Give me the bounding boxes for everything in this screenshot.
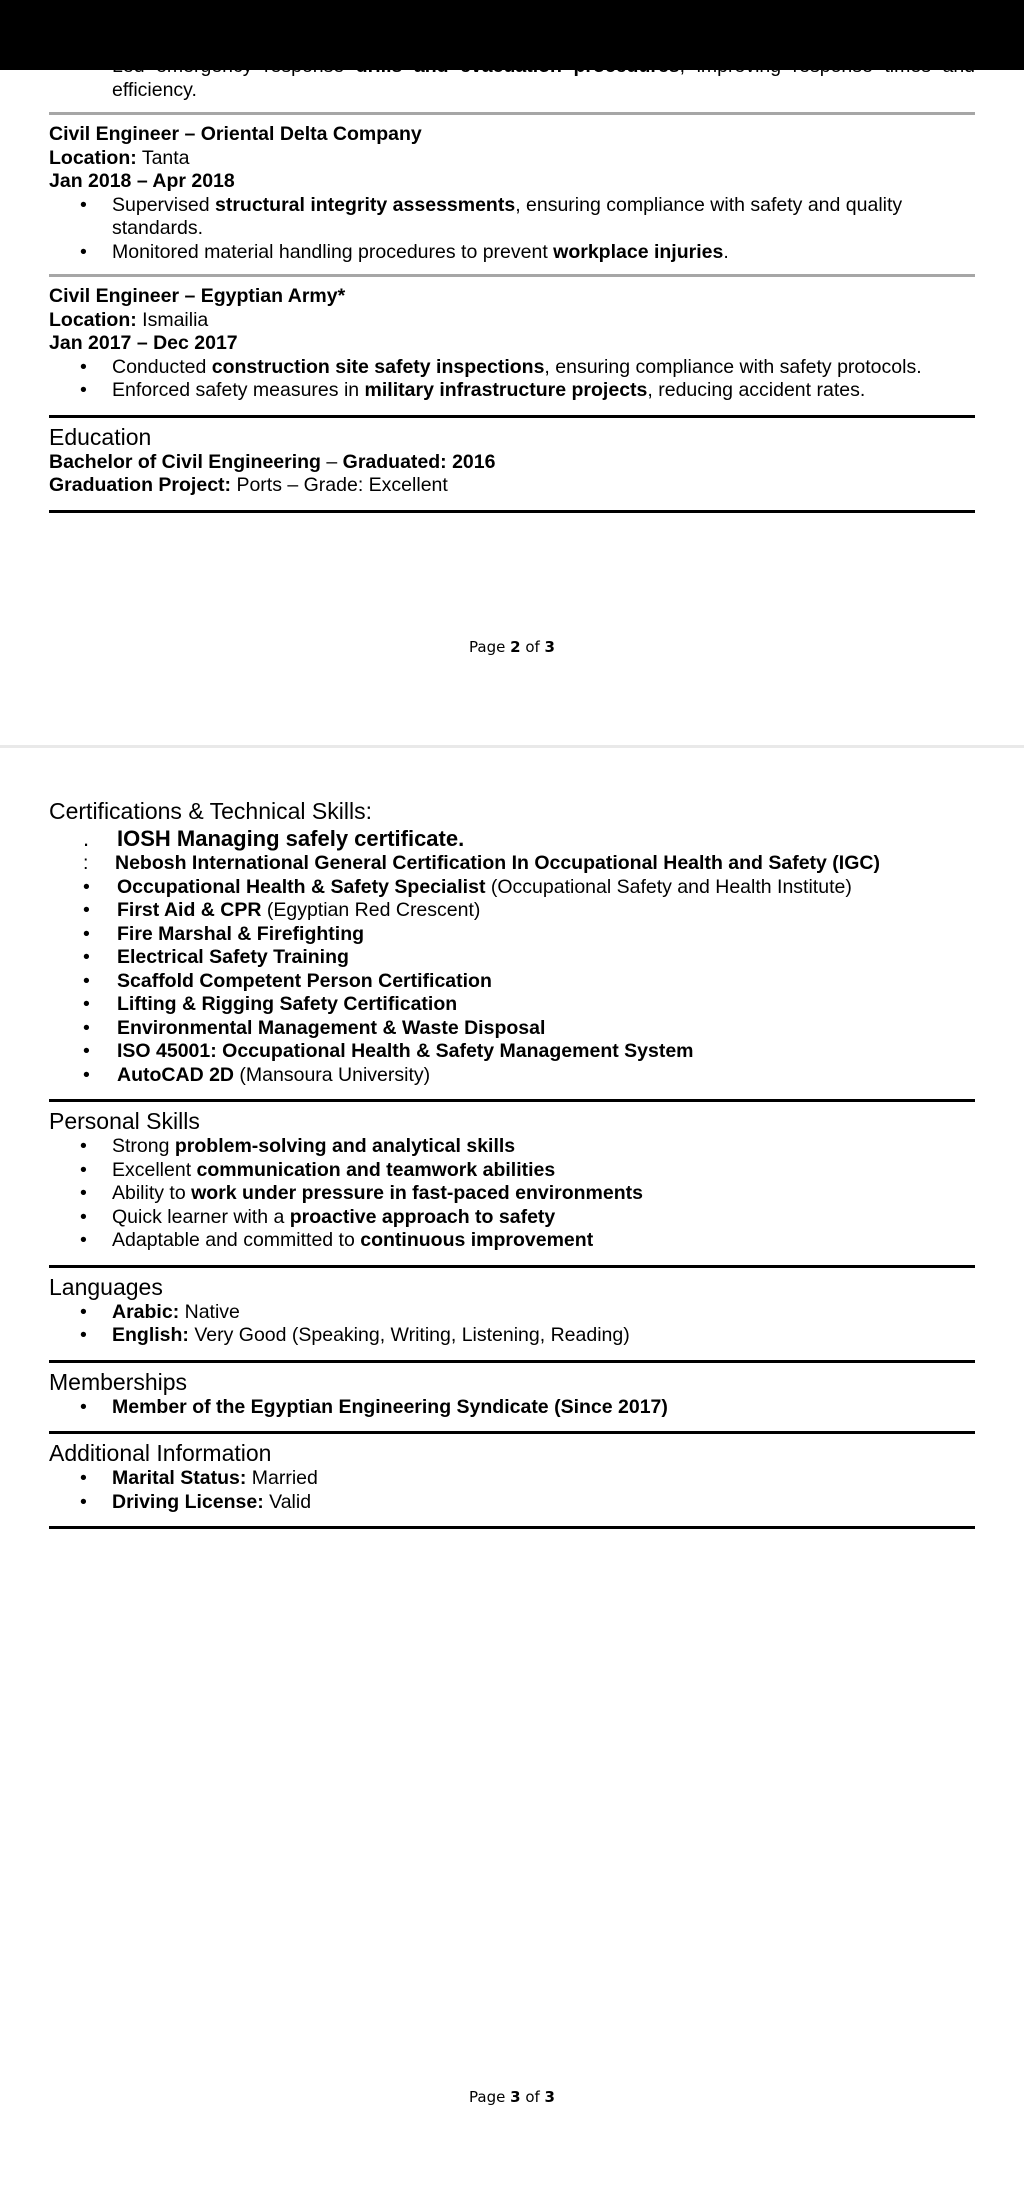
job-dates: Jan 2017 – Dec 2017 — [49, 332, 238, 354]
page-3 — [0, 748, 1024, 2195]
page2-content — [49, 55, 975, 513]
list-item: • Strong problem-solving and analytical skills — [80, 1135, 516, 1157]
section-heading: Additional Information — [49, 1440, 272, 1466]
section-divider — [49, 1526, 975, 1529]
list-item: • Scaffold Competent Person Certification — [83, 969, 492, 992]
list-item: • Environmental Management & Waste Disposal — [83, 1016, 546, 1039]
certifications-section — [49, 798, 975, 1087]
job-bullets — [49, 194, 975, 265]
list-item: • Monitored material handling procedures to prevent workplace injuries. — [80, 240, 729, 263]
memberships-list — [49, 1396, 975, 1420]
certifications-list — [49, 825, 975, 1087]
job-location: Location: Tanta — [49, 146, 190, 169]
job-bullets — [49, 356, 975, 403]
list-item: . IOSH Managing safely certificate. — [83, 826, 465, 851]
list-item: • Conducted construction site safety inspections, ensuring compliance with safety protocols. — [80, 355, 922, 378]
job-oriental-delta — [49, 123, 975, 264]
list-item: • AutoCAD 2D (Mansoura University) — [83, 1063, 431, 1086]
list-item: • Arabic: Native — [80, 1300, 240, 1323]
section-heading: Personal Skills — [49, 1108, 200, 1134]
page3-content — [49, 798, 975, 1529]
languages-section — [49, 1274, 975, 1348]
personal-skills-section — [49, 1108, 975, 1253]
degree-line: Bachelor of Civil Engineering – Graduated: 2016 — [49, 450, 496, 473]
list-item: • Enforced safety measures in military infrastructure projects, reducing accident rates. — [80, 379, 866, 401]
job-dates: Jan 2018 – Apr 2018 — [49, 170, 235, 192]
section-heading: Memberships — [49, 1368, 188, 1395]
page-number: Page 2 of 3 — [469, 638, 555, 656]
page-2 — [0, 0, 1024, 745]
list-item: efficiency. — [112, 78, 197, 101]
list-item: • Excellent communication and teamwork abilities — [80, 1158, 556, 1181]
job-egyptian-army — [49, 285, 975, 403]
list-item: • ISO 45001: Occupational Health & Safety Management System — [83, 1040, 694, 1062]
list-item: • Driving License: Valid — [80, 1490, 312, 1513]
list-item: • Adaptable and committed to continuous improvement — [80, 1229, 594, 1251]
list-item: • Lifting & Rigging Safety Certification — [83, 993, 458, 1015]
job-title: Civil Engineer – Egyptian Army* — [49, 285, 346, 307]
top-black-bar — [0, 0, 1024, 70]
list-item: • Quick learner with a proactive approach to safety — [80, 1205, 556, 1228]
page-number: Page 3 of 3 — [469, 2088, 555, 2106]
languages-list — [49, 1301, 975, 1348]
section-heading: Languages — [49, 1273, 163, 1300]
education-section — [49, 424, 975, 498]
section-heading: Education — [49, 423, 152, 450]
list-item: • Ability to work under pressure in fast-paced environments — [80, 1182, 643, 1204]
list-item: • First Aid & CPR (Egyptian Red Crescent) — [83, 899, 481, 921]
list-item: • Supervised structural integrity assessments, ensuring compliance with safety and quality standards. — [80, 193, 903, 239]
additional-info-section — [49, 1440, 975, 1514]
memberships-section — [49, 1369, 975, 1420]
section-divider — [49, 510, 975, 513]
list-item: : Nebosh International General Certification In Occupational Health and Safety (IGC) — [83, 852, 880, 874]
personal-skills-list — [49, 1135, 975, 1253]
additional-info-list — [49, 1467, 975, 1514]
list-item: • Member of the Egyptian Engineering Syndicate (Since 2017) — [80, 1395, 668, 1418]
list-item: • Marital Status: Married — [80, 1467, 318, 1489]
list-item: • Fire Marshal & Firefighting — [83, 922, 365, 945]
job-location: Location: Ismailia — [49, 308, 209, 331]
list-item: • Electrical Safety Training — [83, 946, 349, 968]
section-heading: Certifications & Technical Skills: — [49, 798, 372, 824]
list-item: • Occupational Health & Safety Specialist (Occupational Safety and Health Institute) — [83, 875, 852, 898]
job-title: Civil Engineer – Oriental Delta Company — [49, 123, 422, 145]
list-item: • English: Very Good (Speaking, Writing, Listening, Reading) — [80, 1324, 630, 1346]
graduation-project: Graduation Project: Ports – Grade: Excellent — [49, 474, 448, 496]
